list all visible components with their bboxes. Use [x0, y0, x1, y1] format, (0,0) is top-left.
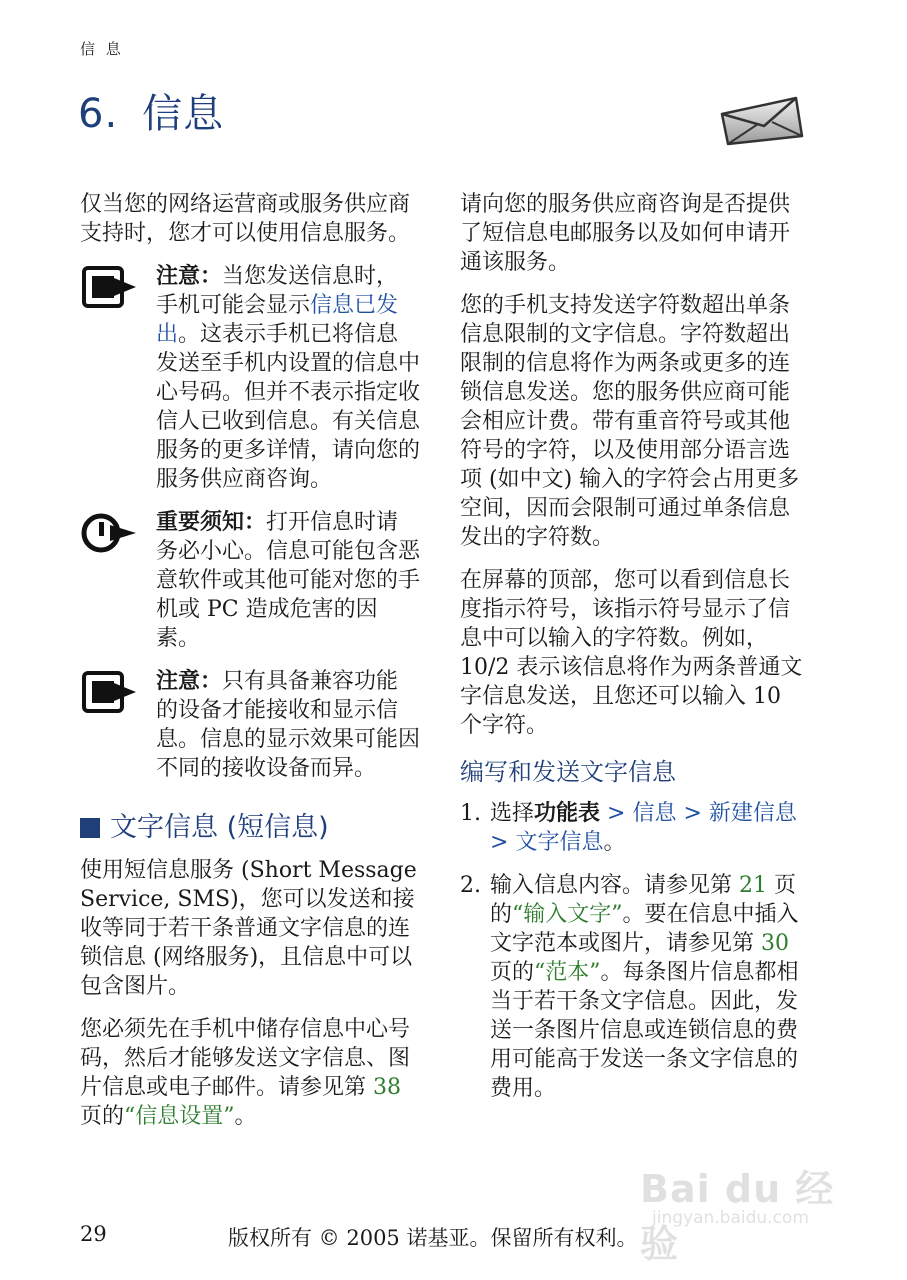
page-header-label: 信 息 [80, 40, 124, 58]
warning-body: 打开信息时请务必小心。信息可能包含恶意软件或其他可能对您的手机或 PC 造成危害的因素。 [156, 510, 421, 651]
left-column [80, 190, 420, 1145]
steps-list [460, 799, 805, 1103]
copyright-text: 版权所有 © 2005 诺基亚。保留所有权利。 [228, 1226, 638, 1250]
message-center-paragraph [80, 1015, 420, 1131]
step-1 [460, 799, 805, 857]
step-1-text: 选择 [490, 801, 535, 826]
chapter-number: 6. [78, 91, 119, 137]
note-2-label: 注意： [156, 668, 223, 694]
note-1-label: 注意： [156, 263, 223, 289]
intro-paragraph: 仅当您的网络运营商或服务供应商支持时，您才可以使用信息服务。 [80, 192, 411, 246]
step-2-text-a: 输入信息内容。请参见第 [490, 873, 739, 898]
warning-text [156, 508, 420, 653]
note-block-1 [80, 262, 420, 494]
templates-link: “范本” [534, 960, 601, 985]
note-1-text-a: 当您发送信息时，手机可能会显示 [156, 264, 399, 318]
email-service-paragraph: 请向您的服务供应商咨询是否提供了短信息电邮服务以及如何申请开通该服务。 [460, 192, 791, 275]
page-ref-38: 38 [373, 1075, 401, 1100]
page-ref-30: 30 [761, 931, 789, 956]
section-title-text: 文字信息 (短信息) [110, 812, 329, 843]
section-title [80, 813, 420, 842]
step-2 [460, 871, 805, 1103]
step-2-text-b: 页的 [490, 873, 796, 927]
step-2-text-e: 。每条图片信息都相当于若干条文字信息。因此，发送一条图片信息或连锁信息的费用可能高于发送一条文字信息的费用。 [490, 960, 799, 1101]
right-column [460, 190, 805, 1117]
step-2-number: 2. [460, 873, 481, 898]
concatenated-paragraph: 您的手机支持发送字符数超出单条信息限制的文字信息。字符数超出限制的信息将作为两条或更多的连锁信息发送。您的服务供应商可能会相应计费。带有重音符号或其他符号的字符，以及使用部分语言选项 (如中文) 输入的字符会占用更多空间，因而会限制可通过单条信息发出的字符数。 [460, 293, 800, 550]
step-1-number: 1. [460, 801, 481, 826]
length-indicator-paragraph: 在屏幕的顶部，您可以看到信息长度指示符号，该指示符号显示了信息中可以输入的字符数。例如，10/2 表示该信息将作为两条普通文字信息发送，且您还可以输入 10 个字符。 [460, 568, 803, 738]
note-icon [80, 671, 138, 713]
chapter-title-text: 信息 [142, 91, 225, 137]
section-square-icon [80, 818, 100, 838]
step-2-text-c: 。要在信息中插入文字范本或图片，请参见第 [490, 902, 799, 956]
path-sep-2: > [676, 801, 709, 826]
path-sep-1: > [600, 801, 633, 826]
message-settings-link: “信息设置” [124, 1104, 235, 1129]
warning-icon [80, 512, 138, 554]
watermark-brand: Bai du 经验 [640, 1167, 835, 1266]
baidu-watermark [640, 1150, 870, 1266]
note-2-text [156, 667, 420, 783]
path-messages: 信息 [632, 801, 677, 826]
path-new-message: 新建信息 [708, 801, 797, 826]
chapter-title [78, 82, 224, 139]
menu-label: 功能表 [534, 800, 601, 826]
input-text-link: “输入文字” [512, 902, 623, 927]
page-ref-21: 21 [739, 873, 767, 898]
para2-text-c: 。 [234, 1104, 257, 1129]
note-1-text-b: 。这表示手机已将信息发送至手机内设置的信息中心号码。但并不表示指定收信人已收到信息。有关信息服务的更多详情，请向您的服务供应商咨询。 [156, 322, 421, 492]
warning-label: 重要须知： [156, 509, 267, 535]
warning-block [80, 508, 420, 653]
message-sent-link: 信息已发出 [156, 293, 399, 347]
path-text-message: 文字信息 [515, 830, 604, 855]
note-2-body: 只有具备兼容功能的设备才能接收和显示信息。信息的显示效果可能因不同的接收设备而异。 [156, 669, 421, 781]
note-1-text [156, 262, 420, 494]
page-number: 29 [80, 1222, 107, 1246]
subsection-title: 编写和发送文字信息 [460, 758, 676, 786]
step-2-text-d: 页的 [490, 960, 535, 985]
note-icon [80, 266, 138, 308]
para2-text-a: 您必须先在手机中储存信息中心号码，然后才能够发送文字信息、图片信息或电子邮件。请参见第 [80, 1017, 411, 1100]
note-block-2 [80, 667, 420, 783]
step-1-end: 。 [603, 830, 626, 855]
sms-paragraph: 使用短信息服务 (Short Message Service, SMS)，您可以发送和接收等同于若干条普通文字信息的连锁信息 (网络服务)，且信息中可以包含图片。 [80, 858, 417, 999]
para2-text-b: 页的 [80, 1104, 125, 1129]
watermark-url: jingyan.baidu.com [652, 1208, 809, 1228]
envelope-icon [718, 96, 804, 146]
path-sep-3: > [490, 830, 516, 855]
